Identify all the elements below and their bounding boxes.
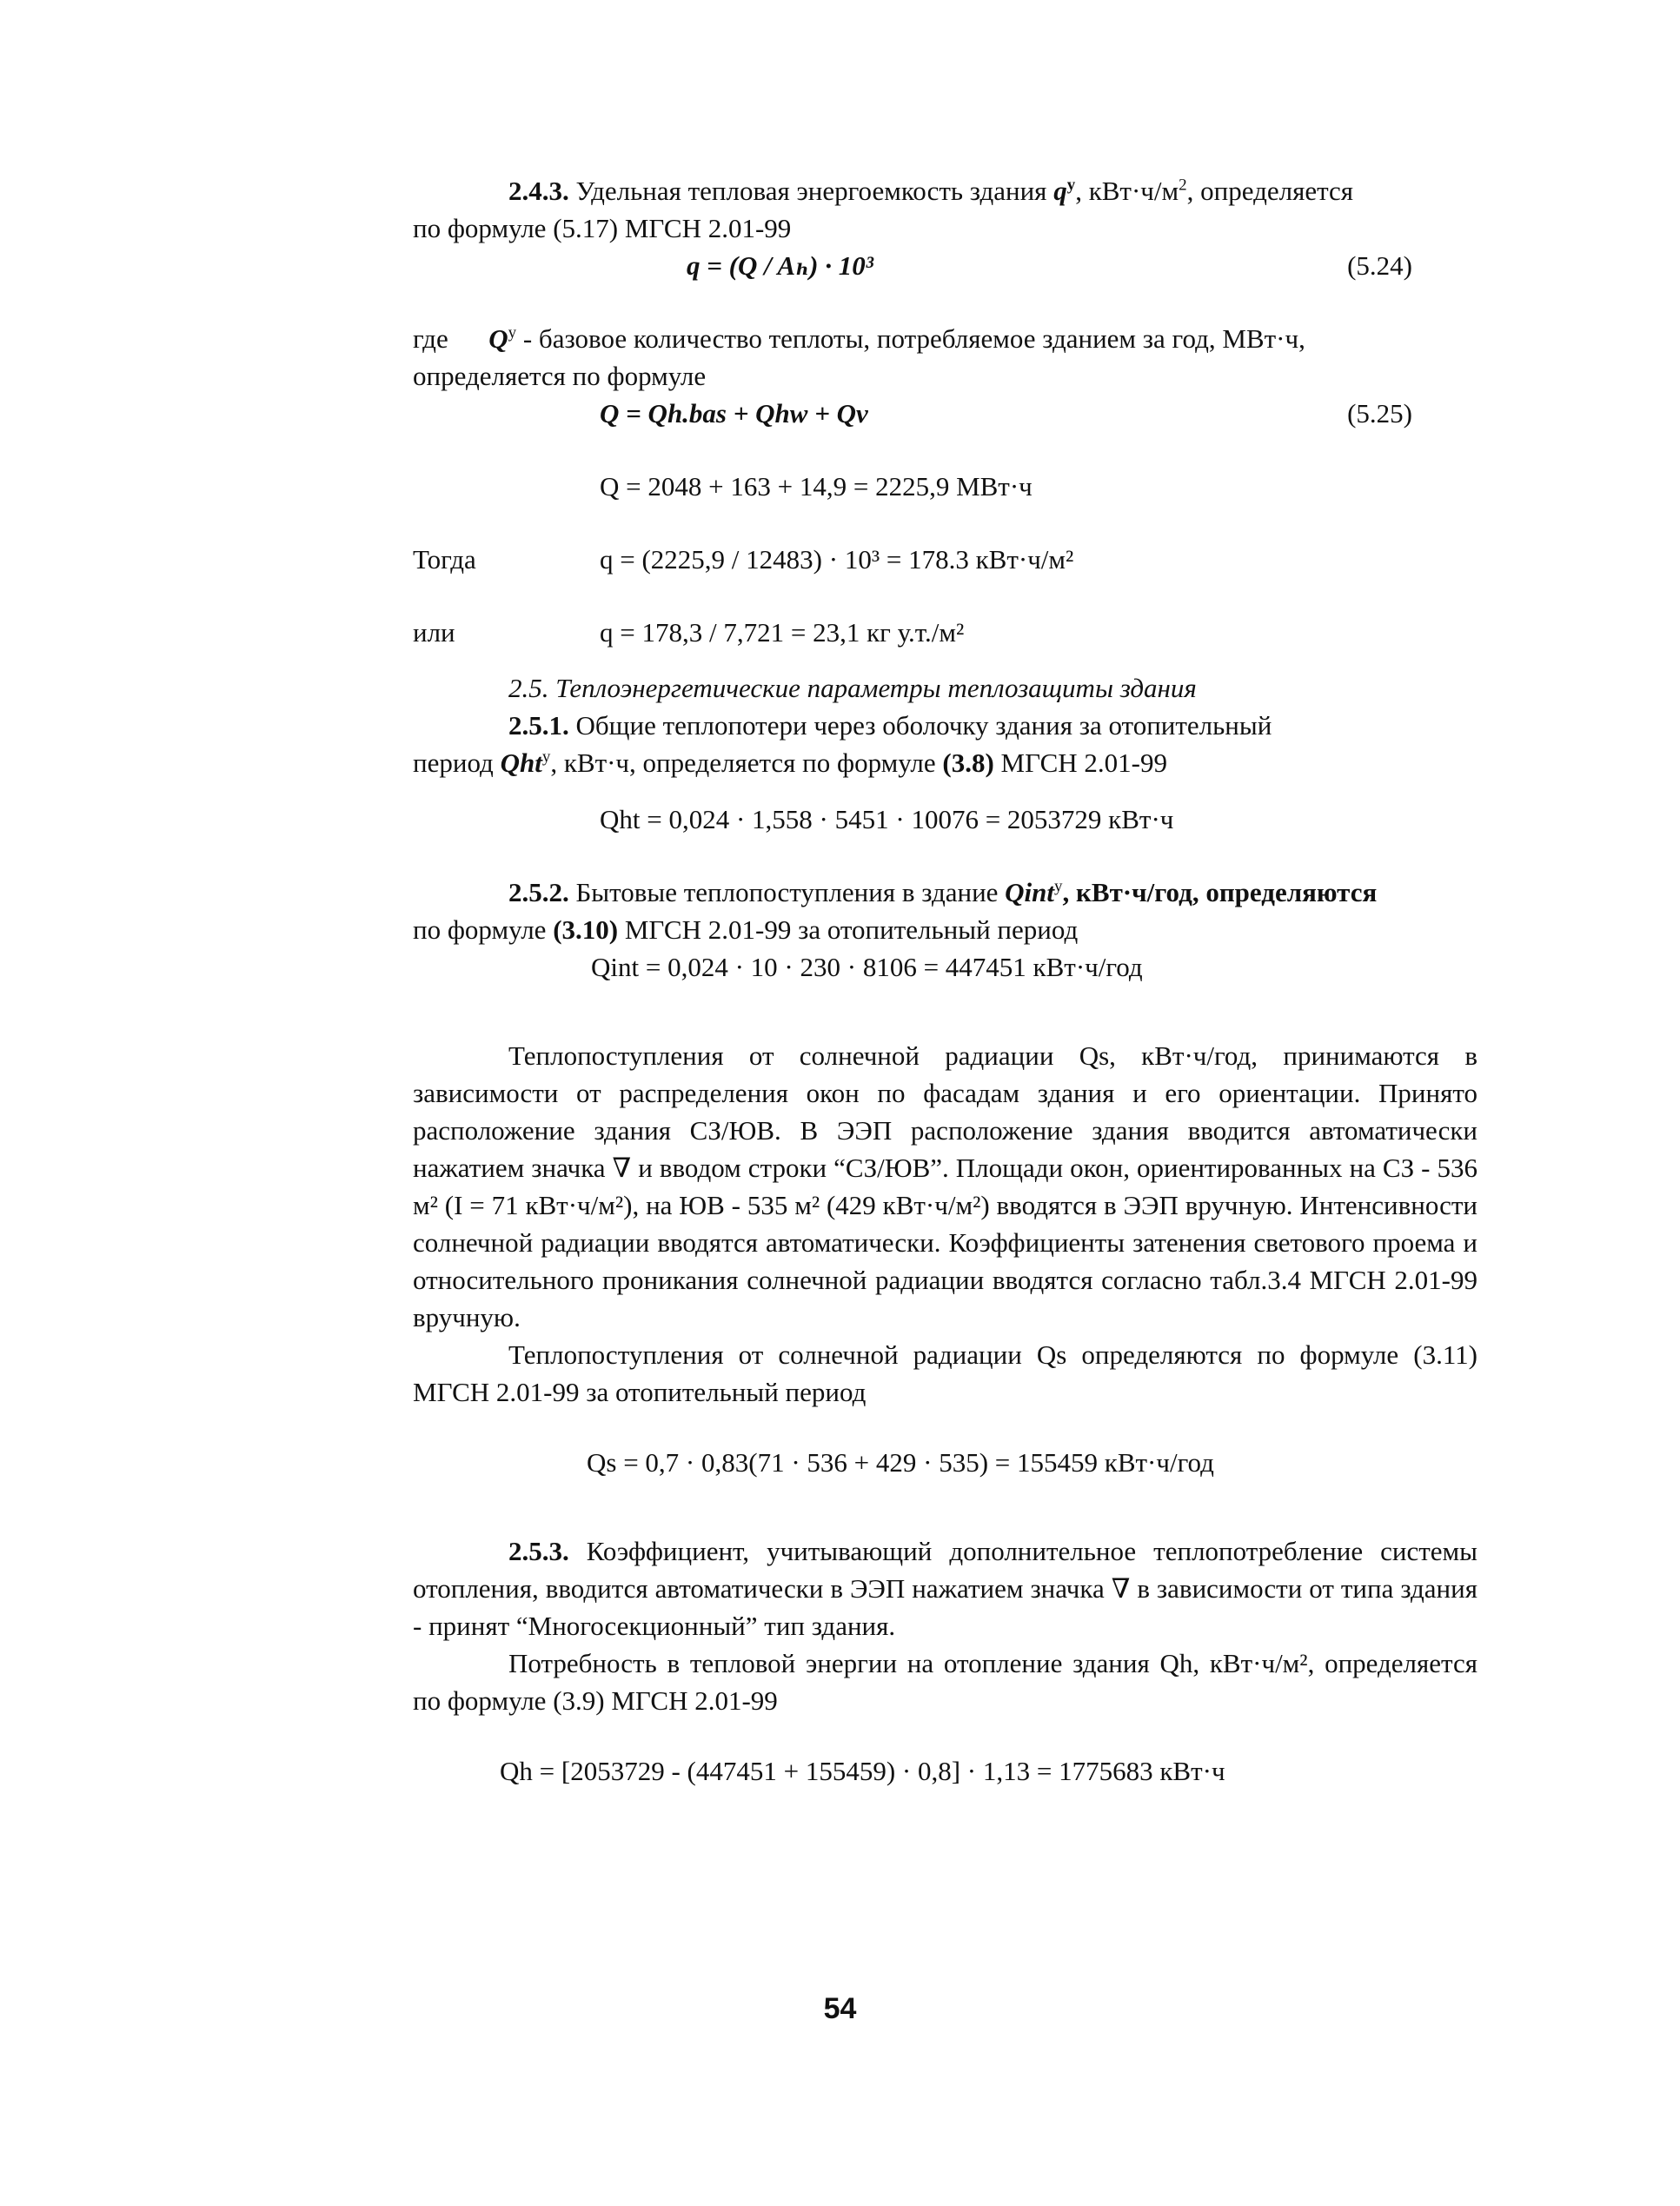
formula-5-24: [413, 247, 1477, 287]
page-content: [413, 172, 1477, 1792]
calc-qs: Qs = 0,7 · 0,83(71 · 536 + 429 · 535) = 155459 кВт·ч/год: [587, 1447, 1214, 1478]
paragraph-solar-formula: Теплопоступления от солнечной радиации Qs определяются по формуле (3.11) МГСН 2.01-99 за отопительный период: [413, 1339, 1477, 1407]
paragraph-solar-radiation: Теплопоступления от солнечной радиации Qs, кВт·ч/год, принимаются в зависимости от распределения окон по фасадам здания и его ориентации. Принято расположение здания СЗ/ЮВ. В ЭЭП расположение здания вводится автоматически нажатием значка ∇ и вводом строки “СЗ/ЮВ”. Площади окон, ориентированных на СЗ - 536 м² (I = 71 кВт·ч/м²), на ЮВ - 535 м² (429 кВт·ч/м²) вводятся в ЭЭП вручную. Интенсивности солнечной радиации вводятся автоматически. Коэффициенты затенения светового проема и относительного проникания солнечной радиации вводятся согласно табл.3.4 МГСН 2.01-99 вручную.: [413, 1040, 1477, 1332]
formula-expression: Q = Qh.bas + Qhw + Qv: [600, 398, 868, 429]
formula-expression: q = (Q / Aₕ) · 10³: [687, 250, 874, 281]
formula-number: (5.24): [1347, 250, 1412, 281]
page-number: 54: [823, 1992, 857, 2025]
paragraph-2-5-1: 2.5.1. Общие теплопотери через оболочку здания за отопительный: [508, 710, 1272, 741]
section-number: 2.4.3.: [508, 176, 569, 206]
calc-qht: Qht = 0,024 · 1,558 · 5451 · 10076 = 2053729 кВт·ч: [600, 804, 1174, 834]
where-paragraph: где $Q^у$ - базовое количество теплоты, потребляемое зданием за год, МВт·ч,: [413, 323, 1305, 354]
calc-then: Тогда q = (2225,9 / 12483) · 10³ = 178.3 кВт·ч/м²: [413, 544, 1074, 575]
section-heading-2-5: 2.5. Теплоэнергетические параметры теплозащиты здания: [508, 673, 1197, 703]
paragraph-2-5-2: 2.5.2. Бытовые теплопоступления в здание Qint$^у$, кВт·ч/год, определяются: [508, 877, 1378, 907]
paragraph-2-5-3: 2.5.3. Коэффициент, учитывающий дополнительное теплопотребление системы отопления, вводится автоматически в ЭЭП нажатием значка ∇ в зависимости от типа здания - принят “Многосекционный” тип здания.: [413, 1536, 1477, 1641]
formula-number: (5.25): [1347, 398, 1412, 429]
calc-q-total: Q = 2048 + 163 + 14,9 = 2225,9 МВт·ч: [600, 471, 1033, 502]
paragraph-2-5-1-line2: период Qht$^у$, кВт·ч, определяется по формуле (3.8) МГСН 2.01-99: [413, 748, 1167, 778]
paragraph-2-5-2-line2: по формуле (3.10) МГСН 2.01-99 за отопительный период: [413, 914, 1079, 945]
calc-or: или q = 178,3 / 7,721 = 23,1 кг у.т./м²: [413, 617, 965, 648]
paragraph-heat-need: Потребность в тепловой энергии на отопление здания Qh, кВт·ч/м², определяется по формуле (3.9) МГСН 2.01-99: [413, 1648, 1477, 1716]
calc-qh: Qh = [2053729 - (447451 + 155459) · 0,8] · 1,13 = 1775683 кВт·ч: [500, 1756, 1225, 1786]
paragraph-2-4-3: 2.4.3. Удельная тепловая энергоемкость здания $q^у$, $кВт\cdot ч/м^2$, определяется: [508, 176, 1354, 206]
symbol-q: $q^у$: [1053, 176, 1076, 206]
calc-qint: Qint = 0,024 · 10 · 230 · 8106 = 447451 кВт·ч/год: [591, 952, 1143, 982]
paragraph-2-4-3-line2: по формуле (5.17) МГСН 2.01-99: [413, 213, 792, 243]
where-line2: определяется по формуле: [413, 361, 707, 391]
formula-5-25: [413, 395, 1477, 435]
